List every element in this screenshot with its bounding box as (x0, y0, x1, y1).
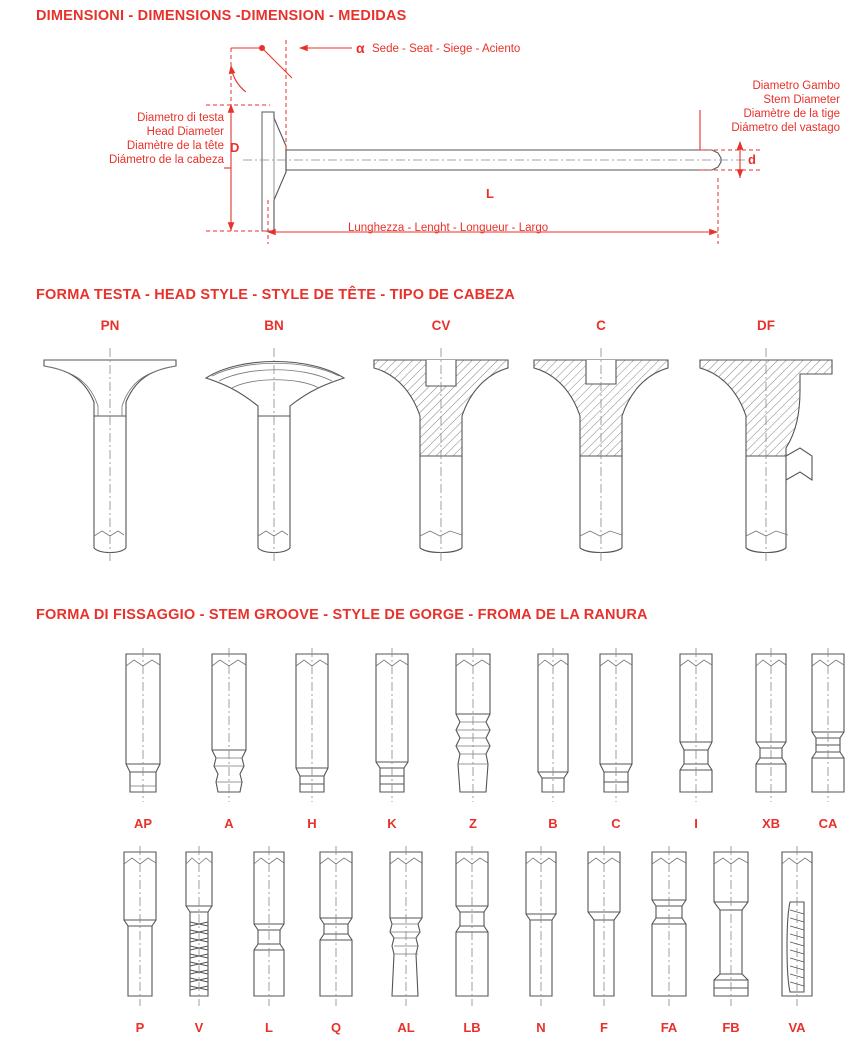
head-style-code-pn: PN (100, 318, 120, 333)
dimension-L: L (486, 186, 494, 201)
head-diameter-line-4: Diámetro de la cabeza (108, 154, 224, 166)
stem-shape-c (600, 648, 632, 802)
stem-diameter-line-4: Diámetro del vastago (731, 122, 840, 134)
stem-shape-i (680, 648, 712, 802)
stem-shape-fb (714, 846, 748, 1006)
stem-diameter-line-2: Stem Diameter (763, 94, 840, 106)
head-shape-cv (374, 348, 508, 562)
stem-groove-code-v: V (194, 1020, 204, 1035)
head-shape-pn (44, 348, 176, 562)
head-diameter-line-2: Head Diameter (146, 126, 224, 138)
stem-shape-h (296, 648, 328, 802)
head-shape-df (700, 348, 832, 562)
angle-symbol: α (356, 40, 365, 56)
stem-diameter-line-3: Diamètre de la tige (743, 108, 840, 120)
stem-shape-va (782, 846, 812, 1006)
stem-groove-code-al: AL (397, 1020, 415, 1035)
stem-groove-code-a: A (224, 816, 234, 831)
section-title-head-style: FORMA TESTA - HEAD STYLE - STYLE DE TÊTE - TIPO DE CABEZA (36, 287, 515, 303)
stem-groove-code-lb: LB (463, 1020, 481, 1035)
dimension-d: d (748, 152, 756, 167)
stem-shape-al (390, 846, 422, 1006)
stem-diameter-line-1: Diametro Gambo (752, 80, 840, 92)
stem-shape-b (538, 648, 568, 802)
stem-shape-q (320, 846, 352, 1006)
stem-shape-p (124, 846, 156, 1006)
stem-shape-k (376, 648, 408, 802)
head-diameter-line-3: Diamètre de la tête (126, 140, 224, 152)
stem-shape-lb (456, 846, 488, 1006)
stem-groove-code-q: Q (330, 1020, 342, 1035)
stem-shape-n (526, 846, 556, 1006)
stem-groove-code-xb: XB (761, 816, 781, 831)
head-style-code-c: C (596, 318, 606, 333)
stem-shape-z (456, 648, 490, 802)
stem-groove-code-ap: AP (133, 816, 153, 831)
stem-shape-ap (126, 648, 160, 802)
head-style-code-df: DF (757, 318, 775, 333)
stem-groove-code-h: H (307, 816, 317, 831)
stem-shape-f (588, 846, 620, 1006)
stem-groove-code-ca: CA (818, 816, 838, 831)
stem-shape-l (254, 846, 284, 1006)
stem-groove-row-2-drawings (0, 844, 860, 1024)
stem-groove-code-fb: FB (722, 1020, 740, 1035)
stem-groove-code-l: L (265, 1020, 273, 1035)
head-style-code-cv: CV (431, 318, 451, 333)
head-diameter-label (0, 111, 224, 167)
head-shape-c (534, 348, 668, 562)
stem-diameter-label (600, 79, 840, 135)
stem-groove-code-n: N (536, 1020, 546, 1035)
stem-groove-code-z: Z (469, 816, 477, 831)
head-style-code-bn: BN (264, 318, 284, 333)
head-diameter-line-1: Diametro di testa (137, 112, 224, 124)
head-shape-bn (206, 348, 344, 562)
section-title-stem-groove: FORMA DI FISSAGGIO - STEM GROOVE - STYLE DE GORGE - FROMA DE LA RANURA (36, 607, 648, 623)
stem-groove-code-f: F (600, 1020, 608, 1035)
dimension-D: D (230, 140, 240, 155)
stem-groove-code-k: K (387, 816, 397, 831)
stem-shape-xb (756, 648, 786, 802)
stem-shape-v (186, 846, 212, 1006)
stem-groove-code-b: B (548, 816, 558, 831)
stem-groove-code-fa: FA (660, 1020, 678, 1035)
stem-groove-row-1-drawings (0, 646, 860, 826)
seat-label: Sede - Seat - Siege - Aciento (372, 43, 521, 55)
stem-shape-ca (812, 648, 844, 802)
stem-shape-a (212, 648, 246, 802)
stem-groove-code-i: I (694, 816, 698, 831)
head-style-drawings (0, 340, 860, 590)
stem-shape-fa (652, 846, 686, 1006)
section-title-dimensions: DIMENSIONI - DIMENSIONS -DIMENSION - MEDIDAS (36, 8, 407, 24)
stem-groove-code-p: P (135, 1020, 145, 1035)
length-label: Lunghezza - Lenght - Longueur - Largo (348, 222, 549, 234)
stem-groove-code-va: VA (788, 1020, 806, 1035)
stem-groove-code-c: C (611, 816, 621, 831)
